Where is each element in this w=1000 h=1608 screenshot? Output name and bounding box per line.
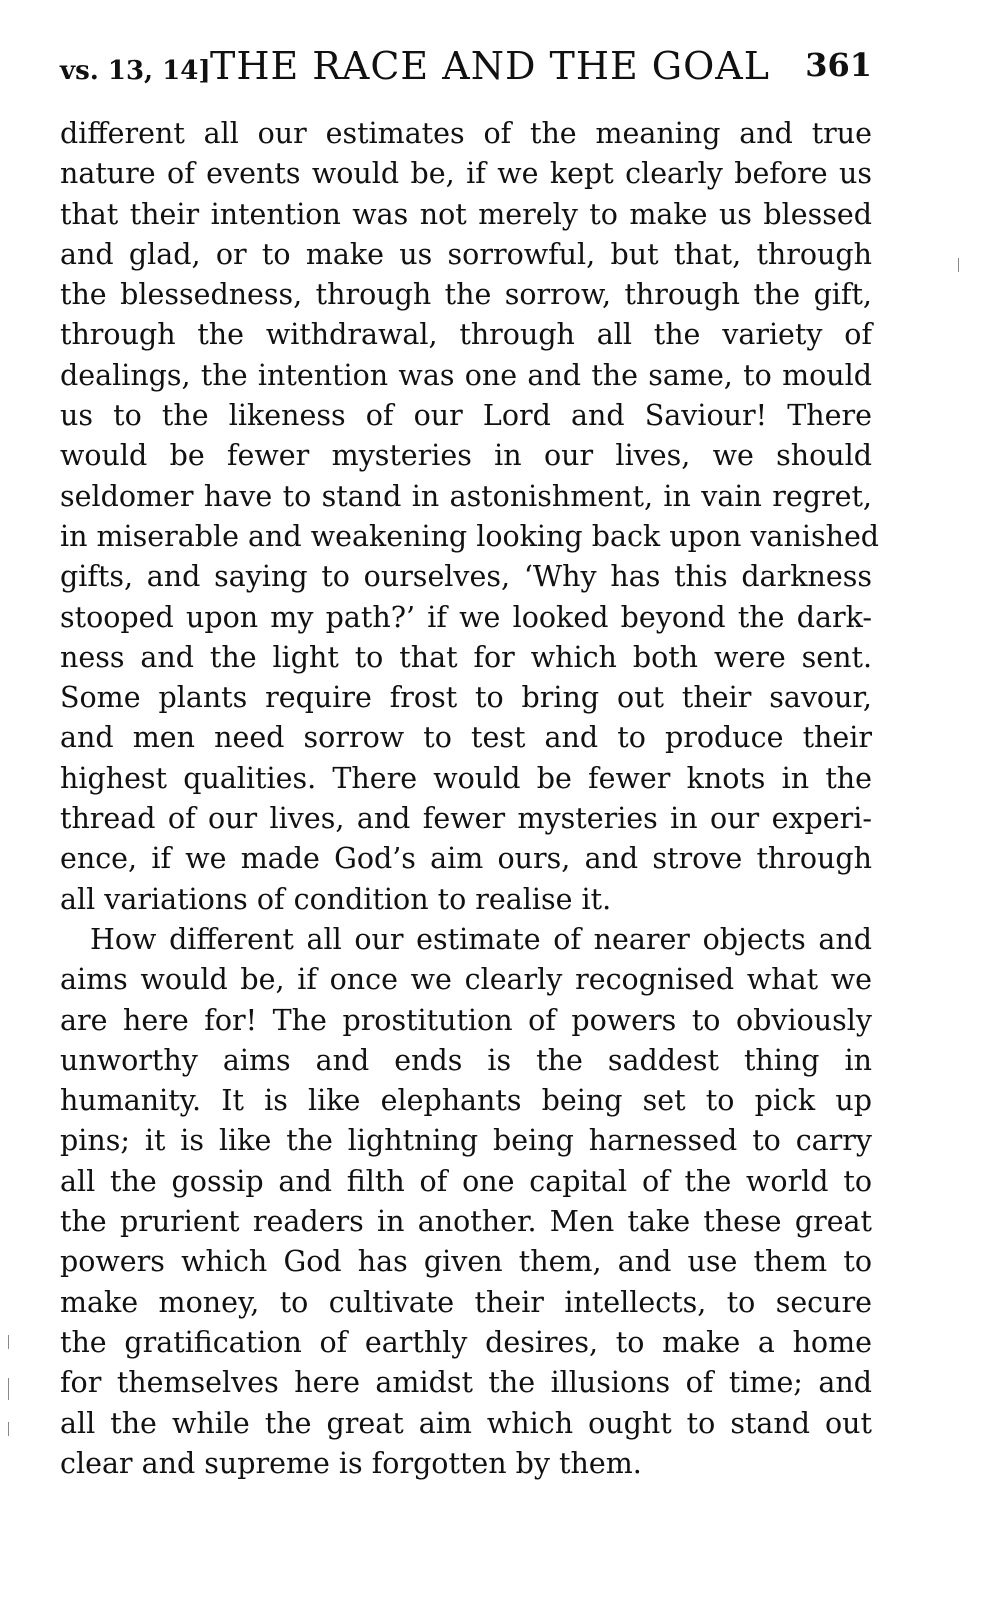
text-line: gifts, and saying to ourselves, ‘Why has this darkness xyxy=(60,560,872,594)
text-line: nature of events would be, if we kept clearly before us xyxy=(60,157,872,191)
text-line: ence, if we made God’s aim ours, and strove through xyxy=(60,842,872,876)
text-line: humanity. It is like elephants being set to pick up xyxy=(60,1084,872,1118)
page-title: THE RACE AND THE GOAL xyxy=(210,44,770,88)
verse-reference: vs. 13, 14] xyxy=(60,56,211,86)
text-line: powers which God has given them, and use them to xyxy=(60,1245,872,1279)
running-head xyxy=(60,44,872,94)
paragraph-1 xyxy=(60,114,880,920)
text-line: that their intention was not merely to make us blessed xyxy=(60,197,872,231)
margin-speck xyxy=(8,1422,9,1436)
text-line: Some plants require frost to bring out their savour, xyxy=(60,681,872,715)
text-line: would be fewer mysteries in our lives, we should xyxy=(60,439,872,473)
text-line: are here for! The prostitution of powers to obviously xyxy=(60,1003,872,1037)
text-line: and men need sorrow to test and to produce their xyxy=(60,721,872,755)
body-text xyxy=(60,114,880,1484)
text-line: the prurient readers in another. Men take these great xyxy=(60,1205,872,1239)
text-line: make money, to cultivate their intellects, to secure xyxy=(60,1285,872,1319)
page-number: 361 xyxy=(805,46,872,84)
text-line: all the gossip and filth of one capital of the world to xyxy=(60,1164,872,1198)
text-line: seldomer have to stand in astonishment, in vain regret, xyxy=(60,479,872,513)
margin-speck xyxy=(8,1378,9,1400)
text-line: How different all our estimate of nearer objects and xyxy=(90,922,872,956)
margin-speck xyxy=(8,1335,9,1349)
text-line: the gratification of earthly desires, to make a home xyxy=(60,1325,872,1359)
text-line: the blessedness, through the sorrow, through the gift, xyxy=(60,278,872,312)
text-line: thread of our lives, and fewer mysteries in our experi- xyxy=(60,802,872,836)
text-line: in miserable and weakening looking back upon vanished xyxy=(60,519,880,553)
text-line: pins; it is like the lightning being harnessed to carry xyxy=(60,1124,872,1158)
text-line: ness and the light to that for which both were sent. xyxy=(60,640,872,674)
text-line: highest qualities. There would be fewer knots in the xyxy=(60,761,872,795)
text-line: dealings, the intention was one and the same, to mould xyxy=(60,358,872,392)
text-line: aims would be, if once we clearly recognised what we xyxy=(60,963,872,997)
text-line: and glad, or to make us sorrowful, but that, through xyxy=(60,237,872,271)
text-line: through the withdrawal, through all the variety of xyxy=(60,318,872,352)
text-line: all the while the great aim which ought to stand out xyxy=(60,1406,872,1440)
paragraph-2 xyxy=(60,920,872,1484)
text-line: unworthy aims and ends is the saddest thing in xyxy=(60,1043,872,1077)
text-line: stooped upon my path?’ if we looked beyond the dark- xyxy=(60,600,872,634)
text-line: all variations of condition to realise it. xyxy=(60,882,612,916)
text-line: for themselves here amidst the illusions of time; and xyxy=(60,1366,872,1400)
text-line: clear and supreme is forgotten by them. xyxy=(60,1446,642,1480)
text-line: us to the likeness of our Lord and Saviour! There xyxy=(60,399,872,433)
margin-speck xyxy=(958,258,959,272)
text-line: different all our estimates of the meaning and true xyxy=(60,117,872,150)
